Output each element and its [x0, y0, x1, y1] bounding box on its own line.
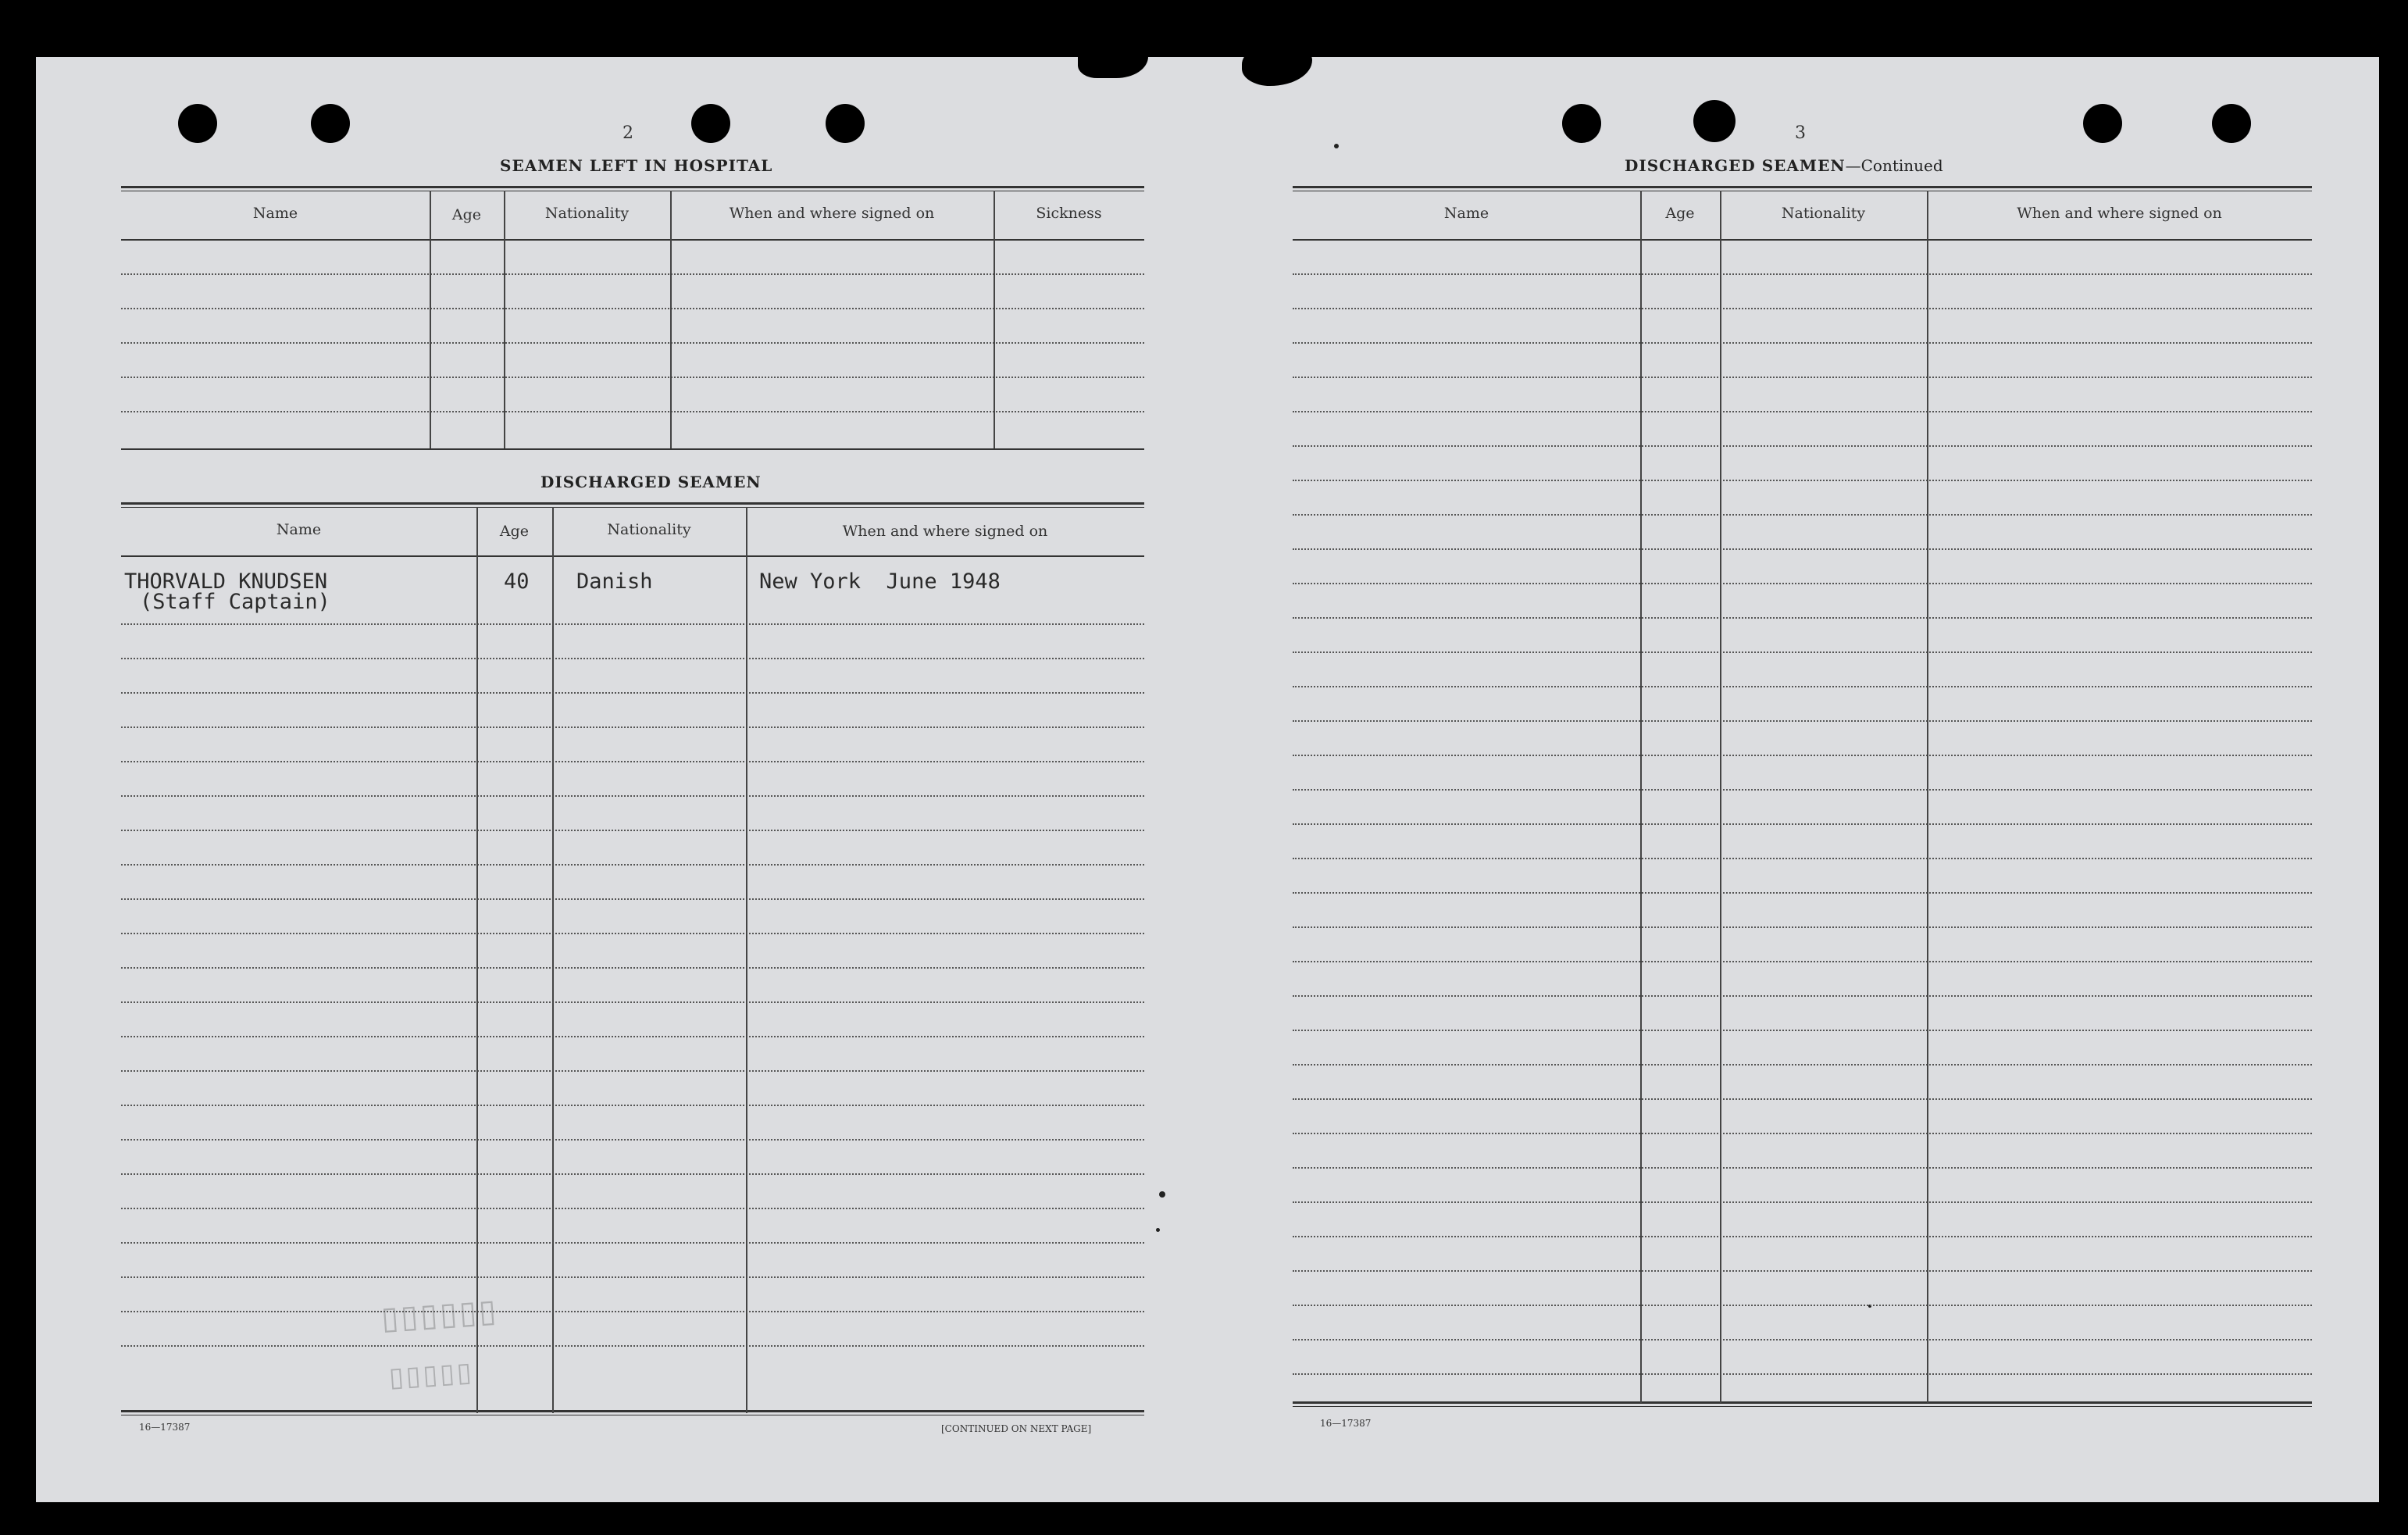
punch-hole	[691, 104, 730, 143]
torn-edge	[1078, 31, 1148, 78]
discharged-table	[121, 502, 1144, 1416]
page-number-right: 3	[1795, 123, 1806, 143]
discharged-continued-title	[1625, 156, 1943, 175]
continued-note: [CONTINUED ON NEXT PAGE]	[941, 1423, 1092, 1434]
discharged-section-title: DISCHARGED SEAMEN	[540, 473, 762, 491]
column-header-sickness: Sickness	[1036, 205, 1102, 222]
seaman-rank: (Staff Captain)	[140, 590, 330, 614]
punch-hole	[1562, 104, 1601, 143]
punch-hole	[826, 104, 865, 143]
column-header-nationality: Nationality	[607, 521, 691, 538]
form-number-left: 16—17387	[139, 1422, 191, 1433]
discharged-continued-title-main: DISCHARGED SEAMEN	[1625, 156, 1846, 175]
punch-hole	[2083, 104, 2122, 143]
punch-hole	[1693, 100, 1736, 142]
hospital-section-title: SEAMEN LEFT IN HOSPITAL	[500, 156, 773, 175]
column-header-name: Name	[252, 205, 298, 222]
punch-hole	[311, 104, 350, 143]
speck	[1159, 1191, 1165, 1198]
punch-hole	[2212, 104, 2251, 143]
discharged-continued-table	[1293, 186, 2312, 1412]
column-header-name: Name	[276, 521, 322, 538]
column-header-age: Age	[1665, 205, 1695, 222]
column-header-signed-on: When and where signed on	[729, 205, 935, 222]
column-header-age: Age	[451, 206, 482, 223]
column-header-age: Age	[499, 523, 530, 540]
column-header-name: Name	[1443, 205, 1489, 222]
form-number-right: 16—17387	[1320, 1418, 1372, 1429]
hospital-table	[121, 186, 1144, 452]
discharged-continued-suffix: —Continued	[1845, 156, 1943, 175]
seaman-signed-on: New York June 1948	[759, 569, 1001, 594]
page-number-left: 2	[623, 123, 633, 143]
column-header-signed-on: When and where signed on	[2017, 205, 2222, 222]
speck	[1156, 1228, 1160, 1232]
speck	[1334, 144, 1339, 148]
faint-stamp-mark: ▯▯▯▯▯	[387, 1356, 475, 1394]
punch-hole	[178, 104, 217, 143]
seaman-nationality: Danish	[576, 569, 653, 594]
faint-stamp-mark: ▯▯▯▯▯▯	[380, 1292, 500, 1337]
column-header-nationality: Nationality	[544, 205, 630, 222]
seaman-age: 40	[504, 569, 530, 594]
seaman-name: THORVALD KNUDSEN	[124, 569, 328, 594]
column-header-nationality: Nationality	[1781, 205, 1866, 222]
column-header-signed-on: When and where signed on	[842, 523, 1048, 540]
